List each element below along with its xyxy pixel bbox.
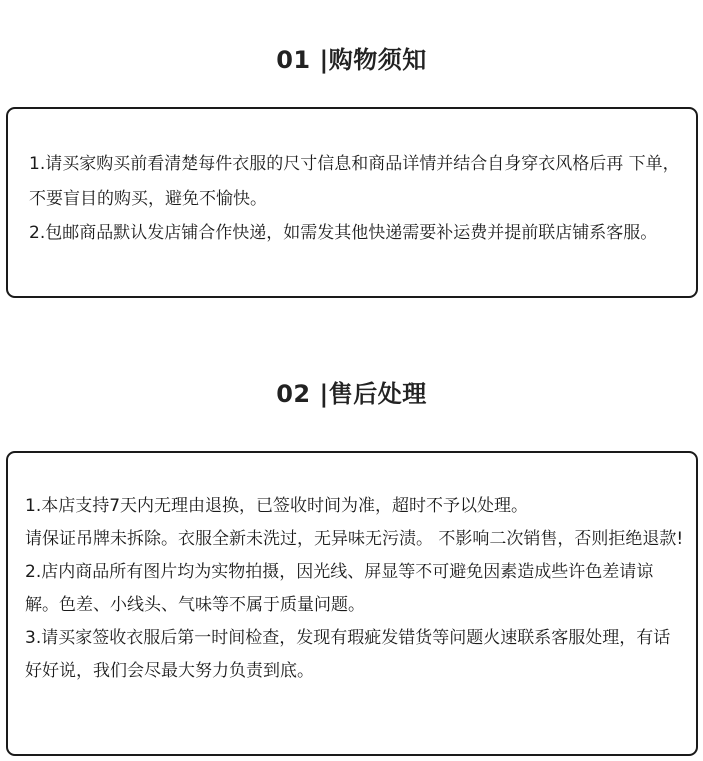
after-sales-box	[6, 451, 698, 756]
section-title-after-sales: 02 |售后处理	[276, 380, 427, 408]
purchase-notice-item: 2.包邮商品默认发店铺合作快递，如需发其他快递需要补运费并提前联店铺系客服。	[29, 223, 658, 243]
purchase-notice-box	[6, 107, 698, 298]
after-sales-item: 3.请买家签收衣服后第一时间检查，发现有瑕疵发错货等问题火速联系客服处理，有话好好说，我们会尽最大努力负责到底。	[25, 628, 671, 681]
after-sales-item: 1.本店支持7天内无理由退换，已签收时间为准，超时不予以处理。	[25, 496, 529, 516]
after-sales-item: 请保证吊牌未拆除。衣服全新未洗过，无异味无污渍。 不影响二次销售，否则拒绝退款!	[25, 529, 684, 549]
after-sales-item: 2.店内商品所有图片均为实物拍摄，因光线、屏显等不可避免因素造成些许色差请谅解。色差、小线头、气味等不属于质量问题。	[25, 562, 654, 615]
purchase-notice-item: 1.请买家购买前看清楚每件衣服的尺寸信息和商品详情并结合自身穿衣风格后再 下单， 不要盲目的购买，避免不愉快。	[29, 154, 680, 209]
section-title-purchase-notice: 01 |购物须知	[276, 46, 427, 74]
